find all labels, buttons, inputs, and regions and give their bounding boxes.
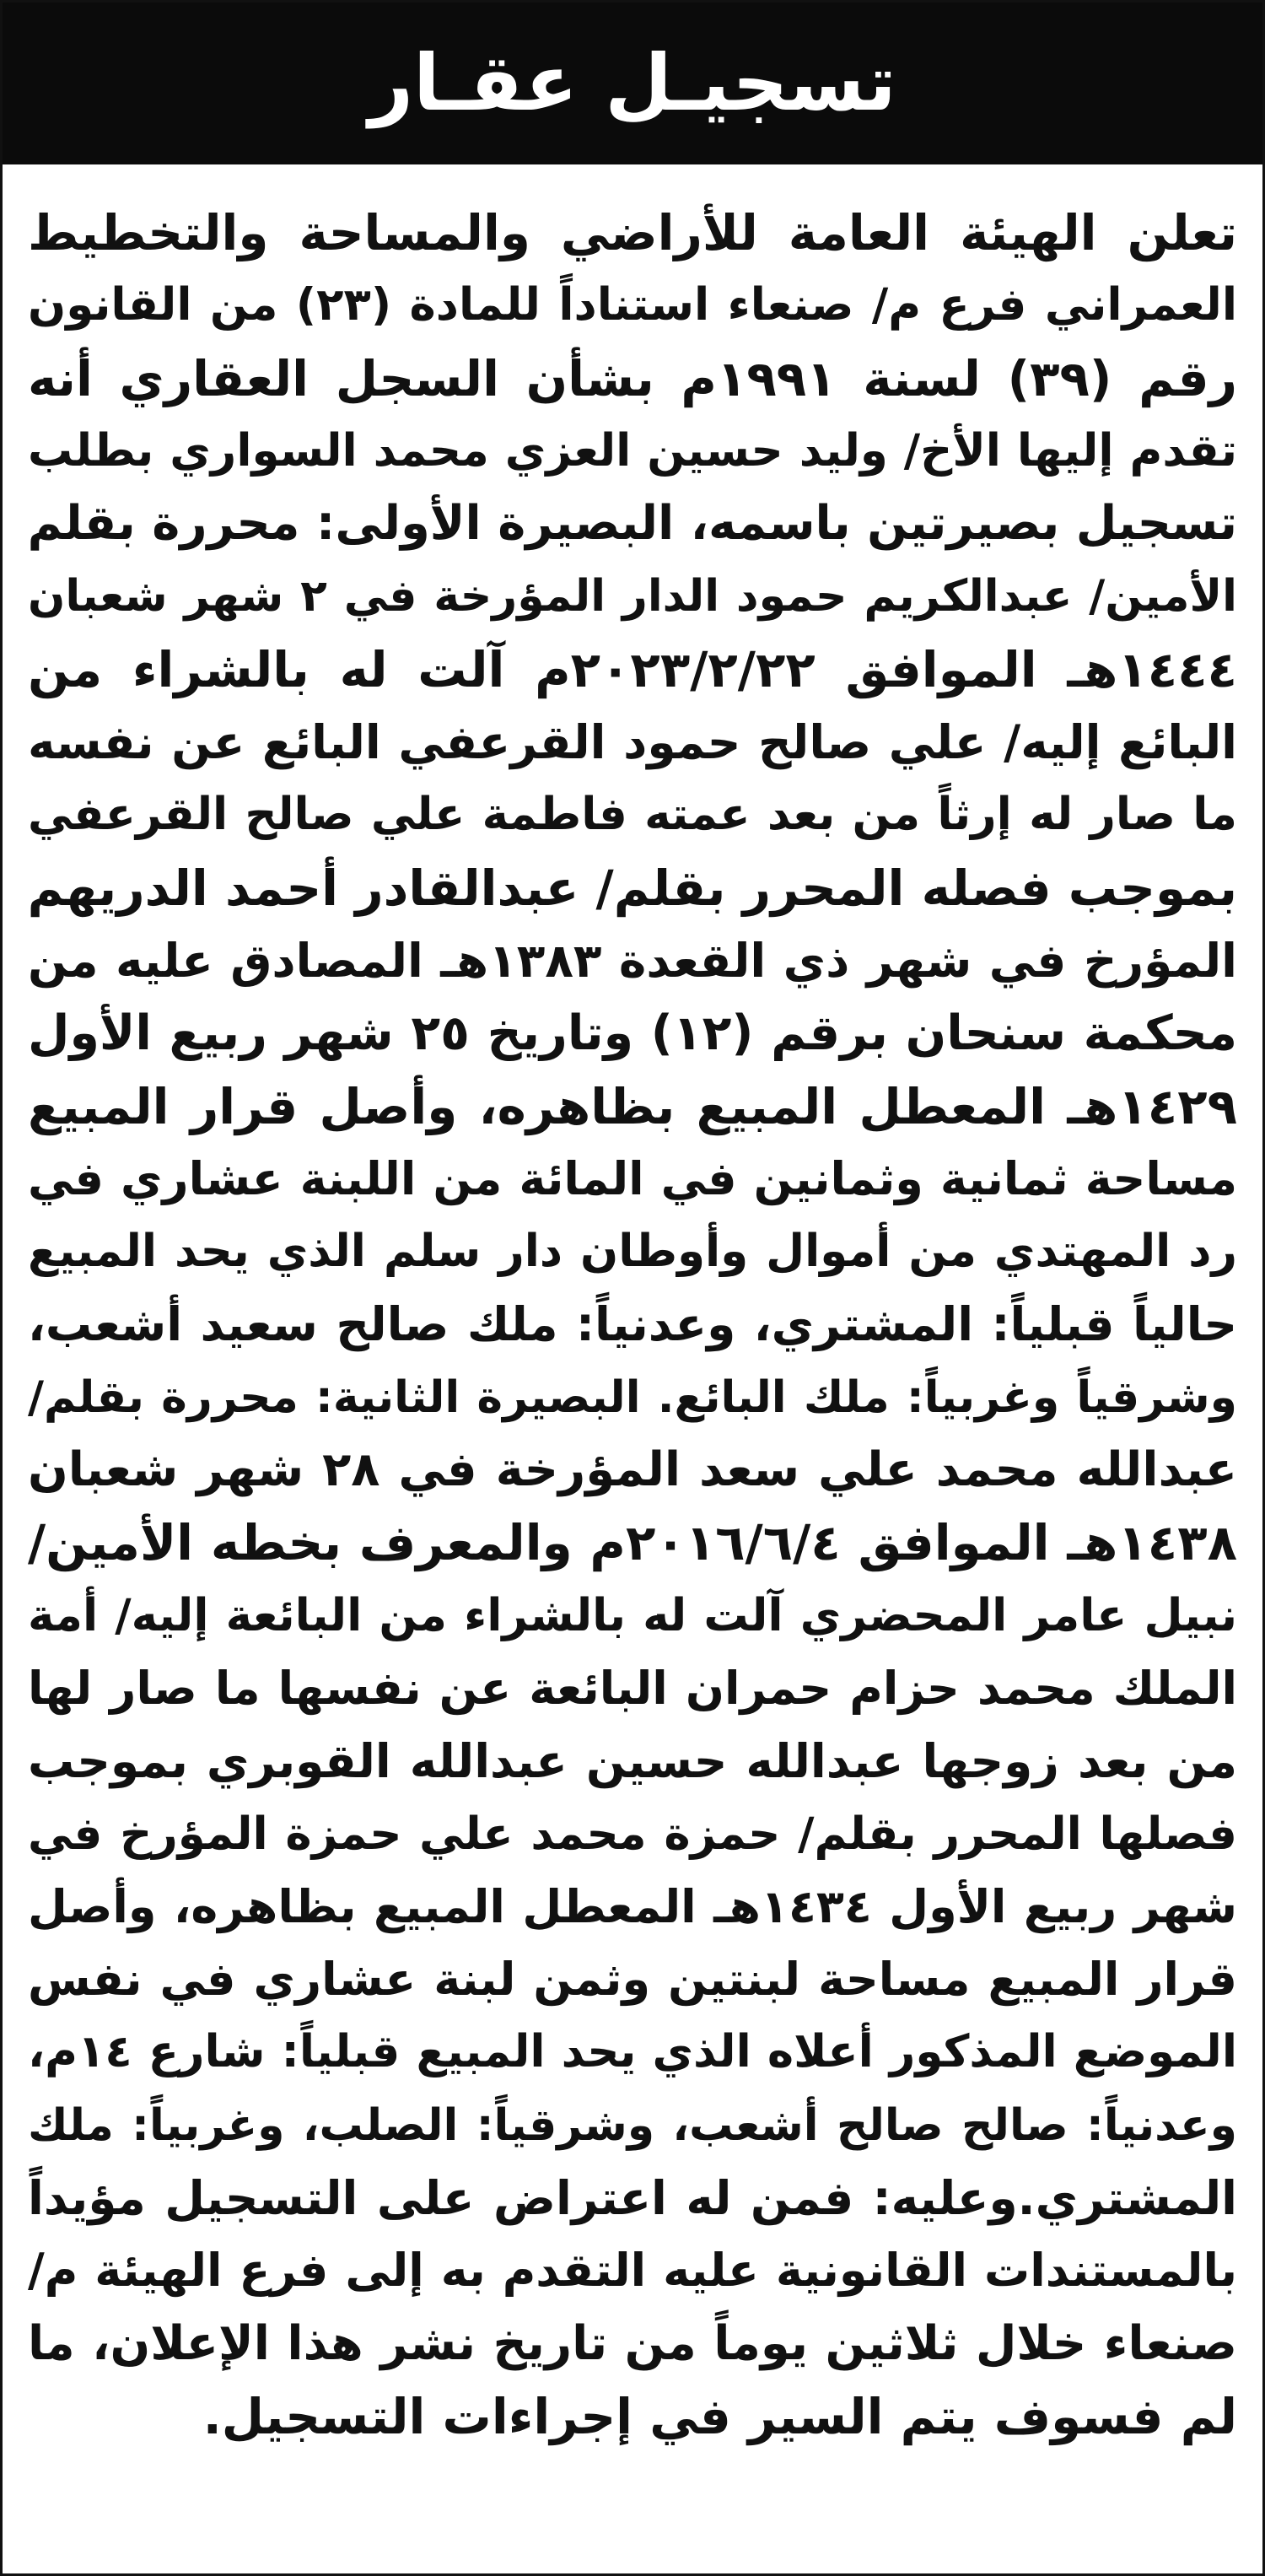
notice-line: من بعد زوجها عبدالله حسين عبدالله القوبري بموجب: [28, 1734, 1237, 1789]
notice-line: المؤرخ في شهر ذي القعدة ١٣٨٣هـ المصادق عليه من: [28, 933, 1237, 988]
notice-line: صنعاء خلال ثلاثين يوماً من تاريخ نشر هذا الإعلان، ما: [28, 2315, 1237, 2371]
notice-line: الموضع المذكور أعلاه الذي يحد المبيع قبلياً: شارع ١٤م،: [28, 2026, 1237, 2078]
notice-line: وعدنياً: صالح صالح أشعب، وشرقياً: الصلب، وغربياً: ملك: [28, 2099, 1237, 2151]
notice-line: المشتري.وعليه: فمن له اعتراض على التسجيل مؤيداً: [28, 2171, 1237, 2226]
notice-line: ١٤٢٩هـ المعطل المبيع بظاهره، وأصل قرار المبيع: [28, 1077, 1237, 1135]
notice-line: محكمة سنحان برقم (١٢) وتاريخ ٢٥ شهر ربيع الأول: [28, 1005, 1237, 1062]
notice-line-last: لم فسوف يتم السير في إجراءات التسجيل.: [202, 2387, 1237, 2445]
notice-line: الأمين/ عبدالكريم حمود الدار المؤرخة في ٢ شهر شعبان: [28, 571, 1237, 622]
notice-line: مساحة ثمانية وثمانين في المائة من اللبنة عشاري في: [28, 1151, 1237, 1205]
notice-line: العمراني فرع م/ صنعاء استناداً للمادة (٢٣) من القانون: [28, 279, 1237, 331]
notice-line: البائع إليه/ علي صالح حمود القرعفي البائع عن نفسه: [28, 715, 1237, 770]
notice-header: [3, 3, 1262, 164]
notice-title: تسجيـل عقـار: [369, 38, 896, 128]
notice-line: وشرقياً وغربياً: ملك البائع. البصيرة الثانية: محررة بقلم/: [28, 1372, 1237, 1423]
notice-line: تعلن الهيئة العامة للأراضي والمساحة والتخطيط: [28, 204, 1237, 261]
notice-line: تقدم إليها الأخ/ وليد حسين العزي محمد السواري بطلب: [28, 424, 1237, 477]
notice-line: عبدالله محمد علي سعد المؤرخة في ٢٨ شهر شعبان: [28, 1442, 1237, 1498]
notice-line: ١٤٣٨هـ الموافق ٢٠١٦/٦/٤م والمعرف بخطه الأمين/: [28, 1514, 1237, 1572]
notice-line: حالياً قبلياً: المشتري، وعدنياً: ملك صالح سعيد أشعب،: [28, 1297, 1237, 1352]
notice-line: شهر ربيع الأول ١٤٣٤هـ المعطل المبيع بظاهره، وأصل: [28, 1879, 1237, 1933]
notice-line: نبيل عامر المحضري آلت له بالشراء من البائعة إليه/ أمة: [28, 1589, 1237, 1641]
notice-line: قرار المبيع مساحة لبنتين وثمن لبنة عشاري في نفس: [28, 1953, 1237, 2007]
notice-line: تسجيل بصيرتين باسمه، البصيرة الأولى: محررة بقلم: [28, 496, 1237, 552]
notice-line: الملك محمد حزام حمران البائعة عن نفسها ما صار لها: [28, 1661, 1237, 1715]
notice-line: ما صار له إرثاً من بعد عمته فاطمة علي صالح القرعفي: [28, 789, 1237, 841]
notice-line: ١٤٤٤هـ الموافق ٢٠٢٣/٢/٢٢م آلت له بالشراء من: [28, 640, 1237, 698]
notice-line: فصلها المحرر بقلم/ حمزة محمد علي حمزة المؤرخ في: [28, 1808, 1237, 1860]
notice-line: رقم (٣٩) لسنة ١٩٩١م بشأن السجل العقاري أنه: [28, 349, 1237, 407]
notice-line: بموجب فصله المحرر بقلم/ عبدالقادر أحمد الدريهم: [28, 859, 1237, 917]
notice-line: بالمستندات القانونية عليه التقدم به إلى فرع الهيئة م/: [28, 2244, 1237, 2298]
notice-body: [28, 197, 1237, 2557]
notice-line: رد المهتدي من أموال وأوطان دار سلم الذي يحد المبيع: [28, 1226, 1237, 1278]
